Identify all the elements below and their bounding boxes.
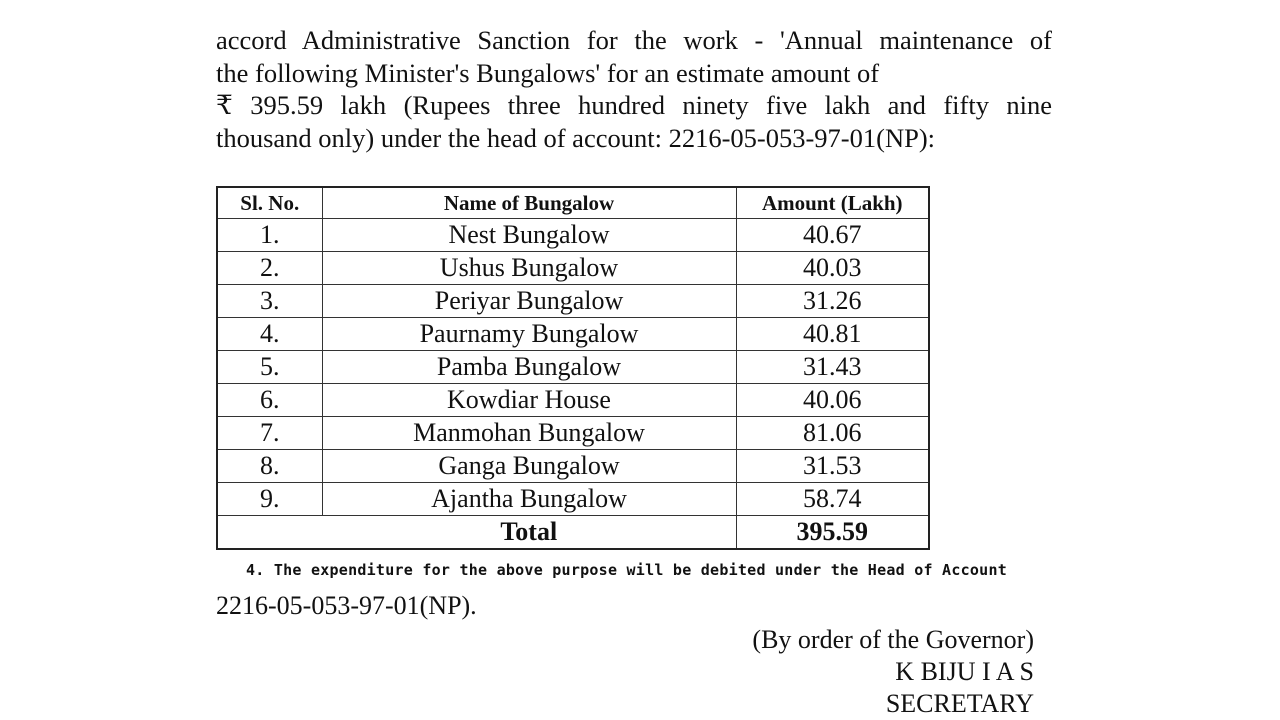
cell-sl-no: 1. — [217, 219, 322, 252]
total-blank-cell — [217, 516, 322, 550]
total-amount: 395.59 — [736, 516, 929, 550]
head-of-account: 2216-05-053-97-01(NP). — [216, 591, 477, 620]
cell-amount: 40.06 — [736, 384, 929, 417]
sanction-paragraph — [216, 24, 1052, 154]
cell-amount: 58.74 — [736, 483, 929, 516]
cell-amount: 31.26 — [736, 285, 929, 318]
cell-bungalow-name: Manmohan Bungalow — [322, 417, 736, 450]
expenditure-paragraph: 4. The expenditure for the above purpose will be debited under the Head of Account — [246, 561, 1008, 579]
cell-sl-no: 5. — [217, 351, 322, 384]
cell-amount: 40.81 — [736, 318, 929, 351]
bungalow-estimate-table — [216, 186, 930, 550]
cell-sl-no: 8. — [217, 450, 322, 483]
sanction-line-2: the following Minister's Bungalows' for an estimate amount of — [216, 57, 880, 88]
cell-amount: 81.06 — [736, 417, 929, 450]
signature-block — [752, 624, 1034, 720]
table-row — [217, 450, 929, 483]
cell-sl-no: 4. — [217, 318, 322, 351]
cell-sl-no: 7. — [217, 417, 322, 450]
sanction-line-3: ₹ 395.59 lakh (Rupees three hundred ninety five lakh and fifty nine — [216, 90, 1052, 120]
cell-sl-no: 6. — [217, 384, 322, 417]
cell-sl-no: 9. — [217, 483, 322, 516]
table-row — [217, 384, 929, 417]
cell-bungalow-name: Paurnamy Bungalow — [322, 318, 736, 351]
header-bungalow-name: Name of Bungalow — [322, 187, 736, 219]
signatory-designation: SECRETARY — [885, 689, 1034, 718]
table-total-row — [217, 516, 929, 550]
table-row — [217, 285, 929, 318]
table-row — [217, 252, 929, 285]
cell-sl-no: 2. — [217, 252, 322, 285]
cell-amount: 31.43 — [736, 351, 929, 384]
cell-amount: 40.03 — [736, 252, 929, 285]
table-header-row — [217, 187, 929, 219]
cell-bungalow-name: Ganga Bungalow — [322, 450, 736, 483]
cell-bungalow-name: Pamba Bungalow — [322, 351, 736, 384]
table-row — [217, 318, 929, 351]
table-row — [217, 417, 929, 450]
header-sl-no: Sl. No. — [217, 187, 322, 219]
signatory-name: K BIJU I A S — [895, 657, 1034, 686]
header-amount: Amount (Lakh) — [736, 187, 929, 219]
cell-bungalow-name: Periyar Bungalow — [322, 285, 736, 318]
cell-amount: 40.67 — [736, 219, 929, 252]
cell-sl-no: 3. — [217, 285, 322, 318]
table-row — [217, 219, 929, 252]
table-row — [217, 351, 929, 384]
table-row — [217, 483, 929, 516]
cell-bungalow-name: Ajantha Bungalow — [322, 483, 736, 516]
by-order-line: (By order of the Governor) — [752, 625, 1034, 654]
total-label: Total — [322, 516, 736, 550]
cell-bungalow-name: Kowdiar House — [322, 384, 736, 417]
cell-amount: 31.53 — [736, 450, 929, 483]
cell-bungalow-name: Nest Bungalow — [322, 219, 736, 252]
sanction-line-4: thousand only) under the head of account: 2216-05-053-97-01(NP): — [216, 122, 936, 153]
cell-bungalow-name: Ushus Bungalow — [322, 252, 736, 285]
sanction-line-1: accord Administrative Sanction for the work - 'Annual maintenance of — [216, 25, 1052, 55]
